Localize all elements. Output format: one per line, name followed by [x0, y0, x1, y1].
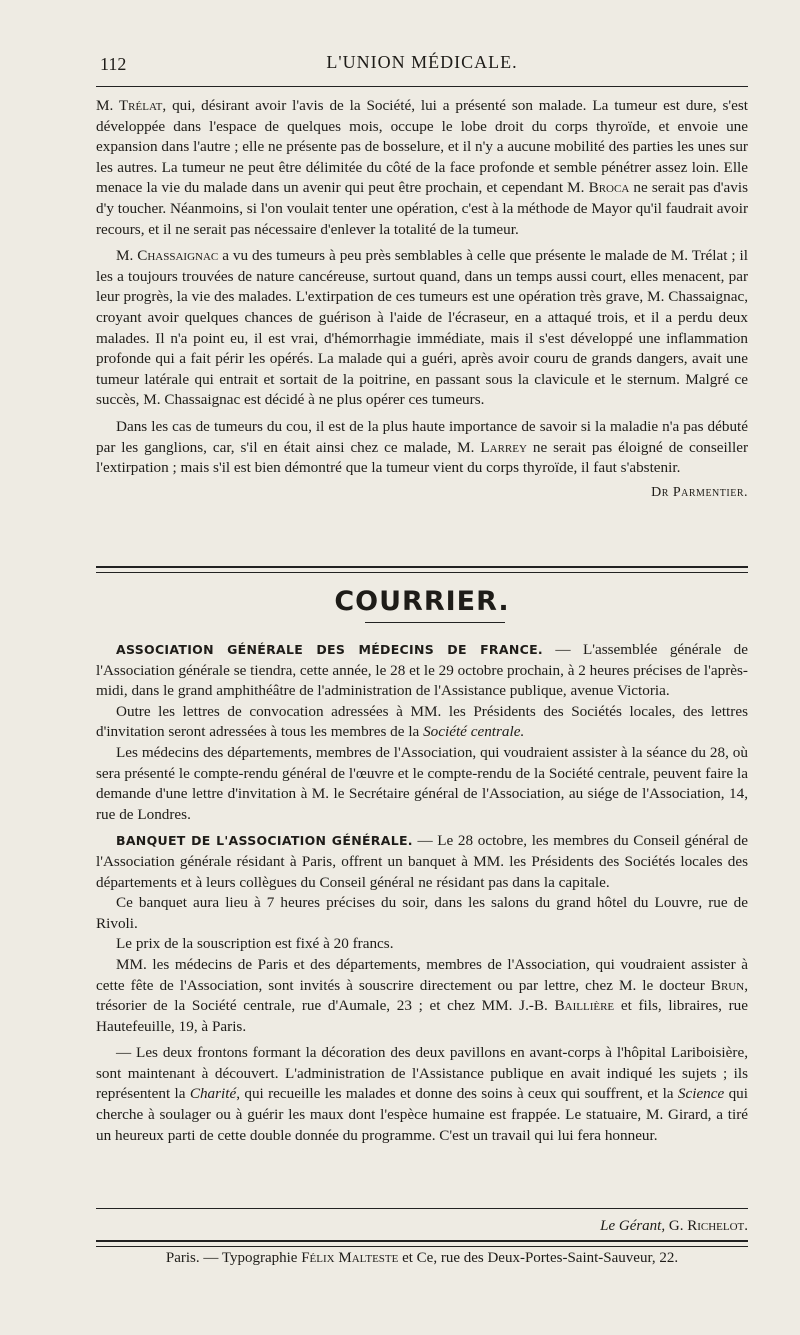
paragraph-lettres — [96, 702, 748, 743]
paragraph-text: MM. les médecins de Paris et des départements, membres de l'Association, qui voudraient assister à cette fête de l'Association, sont invités à souscrire directement ou par lettre, chez M. le docteur — [96, 955, 748, 994]
paragraph-chassaignac — [96, 246, 748, 411]
paragraph-text-end: et fils, libraires, rue Hautefeuille, 19, à Paris. — [96, 997, 748, 1035]
journal-title: L'UNION MÉDICALE. — [326, 52, 518, 72]
paragraph-text: — L'assemblée générale de l'Association générale se tiendra, cette année, le 28 et le 29 octobre prochain, à 2 heures précises de l'après-midi, dans le grand amphithéâtre de l'administration de l'Assistance publique, avenue Victoria. — [96, 641, 748, 700]
paragraph-banquet — [96, 831, 748, 893]
paragraph-text-mid: , qui recueille les malades et donne des soins à ceux qui souffrent, et la — [236, 1085, 678, 1103]
paragraph-ganglions — [96, 417, 748, 479]
paragraph-text-end: ne serait pas d'avis d'y toucher. Néanmoins, si l'on voulait tenter une opération, c'est à la méthode de Mayor qu'il faudrait avoir recours, et il ne serait pas nécessaire d'enlever la totalité de la tumeur. — [96, 179, 749, 238]
page-number: 112 — [100, 54, 127, 74]
running-header — [96, 48, 748, 78]
paragraph-souscription-prix: Le prix de la souscription est fixé à 20 francs. — [116, 935, 394, 953]
paragraph-trelat — [96, 96, 748, 240]
name-chassaignac: M. Chassaignac — [116, 247, 219, 265]
gerant-line — [600, 1218, 748, 1235]
paragraph-text: Outre les lettres de convocation adressées à MM. les Présidents des Sociétés locales, des lettres d'invitation seront adressées à tous les membres de la — [96, 702, 748, 741]
paragraph-frontons — [96, 1043, 748, 1146]
courrier-section — [96, 640, 748, 1146]
italic-science: Science — [677, 1085, 725, 1103]
paragraph-text-end: ne serait pas éloigné de conseiller l'extirpation ; mais s'il est bien démontré que la tumeur vient du corps thyroïde, il faut s'abstenir. — [96, 438, 748, 477]
paragraph-text-mid: , trésorier de la Société centrale, rue d'Aumale, 23 ; et chez MM. J.-B. — [96, 976, 748, 1015]
paragraph-text: — Le 28 octobre, les membres du Conseil général de l'Association générale résidant à Paris, offrent un banquet à MM. les Présidents des Sociétés locales des départements et à leurs collègues du Conseil général ne résidant pas dans la capitale. — [96, 832, 748, 891]
name-larrey: Larrey — [480, 438, 527, 456]
lead-banquet: BANQUET DE L'ASSOCIATION GÉNÉRALE. — [116, 833, 413, 849]
paragraph-medecins-departements: Les médecins des départements, membres de l'Association, qui voudraient assister à la séance du 28, où sera présenté le compte-rendu général de l'œuvre et le compte-rendu de la Société centrale, peuvent faire la demande d'une lettre d'invitation à M. le Secrétaire général de l'Association, au siége de l'Association, 14, rue de Londres. — [96, 743, 748, 823]
name-broca: Broca — [588, 179, 630, 197]
name-bailliere: Baillière — [554, 997, 615, 1015]
gerant-label: Le Gérant, — [600, 1218, 666, 1234]
printer-imprint — [96, 1250, 748, 1267]
italic-societe-centrale: Société centrale. — [423, 723, 525, 741]
name-brun: Brun — [710, 976, 745, 994]
imprint-address: et Ce, rue des Deux-Portes-Saint-Sauveur, 22. — [398, 1250, 679, 1266]
heading-underline — [365, 622, 505, 623]
italic-charite: Charité — [189, 1085, 237, 1103]
lead-association: ASSOCIATION GÉNÉRALE DES MÉDECINS DE FRANCE. — [116, 642, 543, 657]
paragraph-text: Dans les cas de tumeurs du cou, il est de la plus haute importance de savoir si la maladie n'a pas débuté par les ganglions, car, s'il en était ainsi chez ce malade, M. — [96, 417, 748, 456]
signature: Dr Parmentier. — [651, 484, 748, 500]
paragraph-text: — Les deux frontons formant la décoration des deux pavillons en avant-corps à l'hôpital Lariboisière, sont maintenant à découvert. L'administration de l'Assistance publique en avait indiqué les sujets ; ils représentent la — [96, 1044, 748, 1103]
header-rule — [96, 86, 748, 87]
paragraph-text: a vu des tumeurs à peu près semblables à celle que présente le malade de M. Trélat ; il les a toujours trouvées de nature cancéreuse, surtout quand, dans un temps aussi court, elles menacent, par leur progrès, la vie des malades. L'extirpation de ces tumeurs est une opération très grave, M. Chassaignac, croyant avoir quelques chances de guérison à l'aide de l'écraseur, en a attaqué trois, et il a perdu deux malades. Il n'a point eu, il est vrai, d'hémorrhagie immédiate, mais il s'est développé une inflammation profonde qui a fait périr les opérés. La malade qui a guéri, après avoir couru de grands dangers, avait une tumeur latérale qui entrait et sortait de la poitrine, en passant sous la clavicule et le sternum. Malgré ce succès, M. Chassaignac est décidé à ne plus opérer ces tumeurs. — [96, 247, 748, 409]
imprint-text: Paris. — Typographie — [165, 1250, 302, 1266]
section-double-rule — [96, 566, 748, 573]
printer-name: Félix Malteste — [301, 1250, 399, 1266]
gerant-name: G. Richelot. — [665, 1218, 748, 1234]
footer-rule-top — [96, 1208, 748, 1209]
paragraph-text: , qui, désirant avoir l'avis de la Société, lui a présenté son malade. La tumeur est dure, s'est développée dans l'espace de quelques mois, occupe le lobe droit du corps thyroïde, et envoie une expansion dans l'autre ; elle ne présente pas de bosselure, et il n'y a aucune mobilité des parties les unes sur les autres. La tumeur ne peut être délimitée du côté de la face profonde et semble pénétrer assez loin. Elle menace la vie du malade dans un avenir qui peut être prochain, et cependant M. — [96, 97, 748, 197]
footer-double-rule — [96, 1240, 748, 1247]
courrier-heading: COURRIER. — [334, 586, 510, 617]
paragraph-assemblee — [96, 640, 748, 702]
seance-section — [96, 96, 748, 503]
paragraph-souscrire — [96, 955, 748, 1037]
paragraph-banquet-lieu: Ce banquet aura lieu à 7 heures précises du soir, dans les salons du grand hôtel du Louvre, rue de Rivoli. — [96, 894, 748, 932]
paragraph-text-end: qui cherche à soulager ou à guérir les maux dont l'espèce humaine est frappée. Le statuaire, M. Girard, a tiré un heureux parti de cette double donnée du programme. C'est un travail qui lui fera honneur. — [96, 1085, 748, 1144]
name-trelat: M. Trélat — [96, 97, 163, 114]
